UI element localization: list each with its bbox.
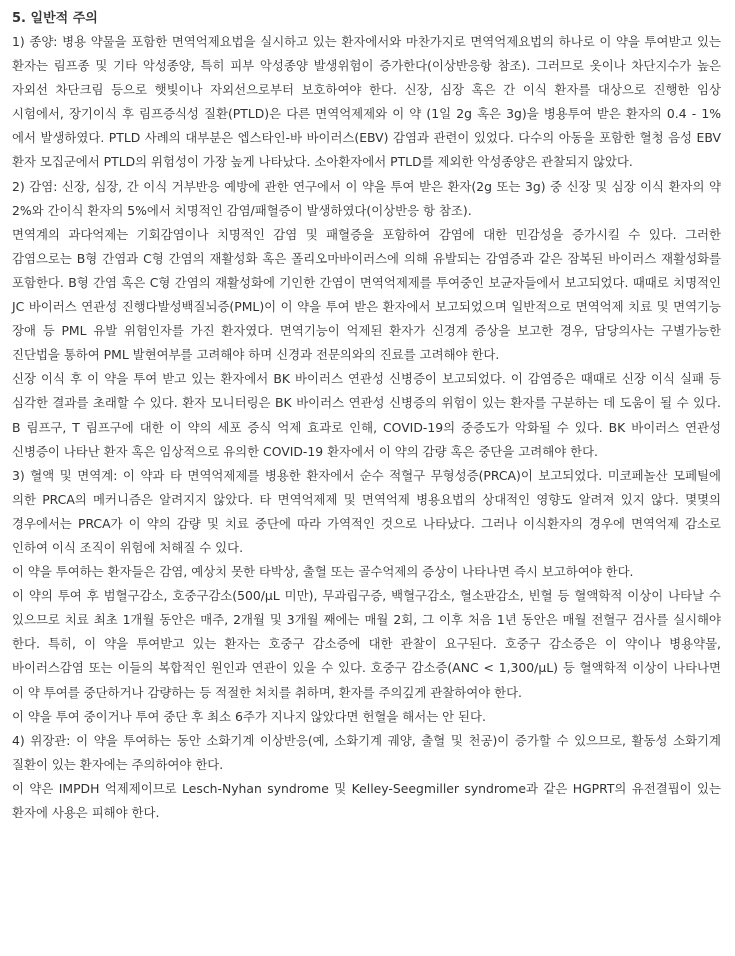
paragraph-bk-virus: 신장 이식 후 이 약을 투여 받고 있는 환자에서 BK 바이러스 연관성 신병증이 보고되었다. 이 감염증은 때때로 신장 이식 실패 등 심각한 결과를 초래할 수 있다. 환자 모니터링은 BK 바이러스 연관성 신병증의 위험이 있는 환자를 구분하는 데 도움이 될 수 있다. B 림프구, T 림프구에 대한 이 약의 세포 증식 억제 효과로 인해, COVID-19의 중증도가 악화될 수 있다. BK 바이러스 연관성 신병증이 나타난 환자 혹은 임상적으로 유의한 COVID-19 환자에서 이 약의 감량 혹은 중단을 고려해야 한다. — [12, 371, 721, 459]
paragraph-gastrointestinal: 4) 위장관: 이 약을 투여하는 동안 소화기계 이상반응(예, 소화기계 궤양, 출혈 및 천공)이 증가할 수 있으므로, 활동성 소화기계 질환이 있는 환자에는 주의하여야 한다. — [12, 732, 721, 772]
section-title: 5. 일반적 주의 — [12, 11, 98, 26]
paragraph-infection: 2) 감염: 신장, 심장, 간 이식 거부반응 예방에 관한 연구에서 이 약을 투여 받은 환자(2g 또는 3g) 중 신장 및 심장 이식 환자의 약 2%와 간이식 환자의 5%에서 치명적인 감염/패혈증이 발생하였다(이상반응 항 참조). — [12, 178, 721, 218]
paragraph-hgprt: 이 약은 IMPDH 억제제이므로 Lesch-Nyhan syndrome 및 Kelley-Seegmiller syndrome과 같은 HGPRT의 유전결핍이 있는 환자에 사용은 피해야 한다. — [12, 780, 721, 820]
paragraph-report-symptoms: 이 약을 투여하는 환자들은 감염, 예상치 못한 타박상, 출혈 또는 골수억제의 증상이 나타나면 즉시 보고하여야 한다. — [12, 564, 634, 580]
paragraph-immunosuppression: 면역계의 과다억제는 기회감염이나 치명적인 감염 및 패혈증을 포함하여 감염에 대한 민감성을 증가시킬 수 있다. 그러한 감염으로는 B형 간염과 C형 간염의 재활성화 혹은 폴리오마바이러스에 의해 유발되는 감염증과 같은 잠복된 바이러스 재활성화를 포함한다. B형 간염 혹은 C형 간염의 재활성화에 기인한 간염이 면역억제제를 투여중인 보균자들에서 보고되었다. 때때로 치명적인 JC 바이러스 연관성 진행다발성백질뇌증(PML)이 이 약을 투여 받은 환자에서 보고되었으며 일반적으로 면역억제 치료 및 면역기능 장애 등 PML 유발 위험인자를 가진 환자였다. 면역기능이 억제된 환자가 신경계 증상을 보고한 경우, 담당의사는 구별가능한 진단법을 통하여 PML 발현여부를 고려해야 하며 신경과 전문의와의 진료를 고려해야 한다. — [12, 226, 721, 363]
paragraph-tumor: 1) 종양: 병용 약물을 포함한 면역억제요법을 실시하고 있는 환자에서와 마찬가지로 면역억제요법의 하나로 이 약을 투여받고 있는 환자는 림프종 및 기타 악성종양, 특히 피부 악성종양 발생위험이 증가한다(이상반응항 참조). 그러므로 옷이나 차단지수가 높은 자외선 차단크림 등으로 햇빛이나 자외선으로부터 보호하여야 한다. 신장, 심장 혹은 간 이식 환자를 대상으로 진행한 임상 시험에서, 장기이식 후 림프증식성 질환(PTLD)은 다른 면역억제제와 이 약 (1일 2g 혹은 3g)을 병용투여 받은 환자의 0.4 - 1% 에서 발생하였다. PTLD 사례의 대부분은 엡스타인-바 바이러스(EBV) 감염과 관련이 있었다. 다수의 아동을 포함한 혈청 음성 EBV 환자 모집군에서 PTLD의 위험성이 가장 높게 나타났다. 소아환자에서 PTLD를 제외한 악성종양은 관찰되지 않았다. — [12, 34, 721, 170]
paragraph-blood-tests: 이 약의 투여 후 범혈구감소, 호중구감소(500/μL 미만), 무과립구증, 백혈구감소, 혈소판감소, 빈혈 등 혈액학적 이상이 나타날 수 있으므로 치료 최초 1개월 동안은 매주, 2개월 및 3개월 째에는 매월 2회, 그 이후 처음 1년 동안은 매월 전혈구 검사를 실시해야 한다. 특히, 이 약을 투여받고 있는 환자는 호중구 감소증에 대한 관찰이 요구된다. 호중구 감소증은 이 약이나 병용약물, 바이러스감염 또는 이들의 복합적인 원인과 연관이 있을 수 있다. 호중구 감소증(ANC < 1,300/μL) 등 혈액학적 이상이 나타나면 이 약 투여를 중단하거나 감량하는 등 적절한 처치를 취하며, 환자를 주의깊게 관찰하여야 한다. — [12, 588, 721, 700]
paragraph-blood-donation: 이 약을 투여 중이거나 투여 중단 후 최소 6주가 지나지 않았다면 헌혈을 해서는 안 된다. — [12, 708, 486, 724]
paragraph-blood-immune: 3) 혈액 및 면역계: 이 약과 타 면역억제제를 병용한 환자에서 순수 적혈구 무형성증(PRCA)이 보고되었다. 미코페놀산 모페틸에 의한 PRCA의 메커니즘은 알려지지 않았다. 타 면역억제제 및 면역억제 병용요법의 상대적인 영향도 알려져 있지 않다. 몇몇의 경우에서는 PRCA가 이 약의 감량 및 치료 중단에 따라 가역적인 것으로 나타났다. 그러나 이식환자의 경우에 면역억제 감소로 인하여 이식 조직이 위험에 처해질 수 있다. — [12, 467, 721, 555]
